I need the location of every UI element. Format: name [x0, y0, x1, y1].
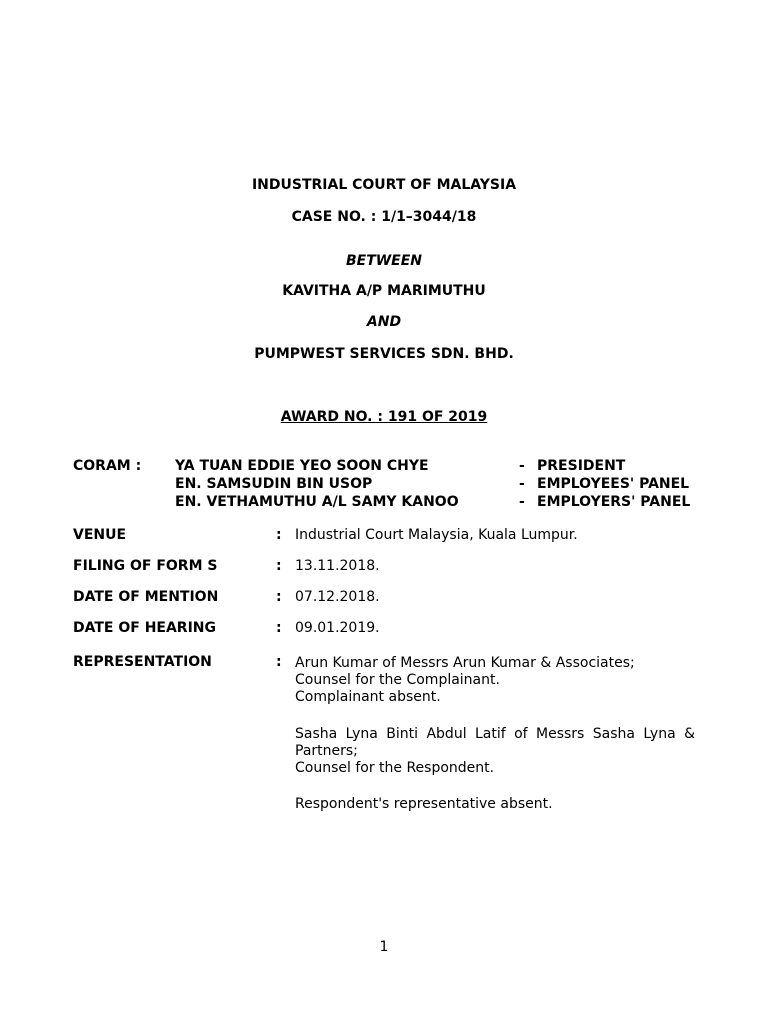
- colon: :: [276, 589, 282, 605]
- coram-dash: -: [519, 476, 525, 492]
- coram-member-name: EN. VETHAMUTHU A/L SAMY KANOO: [175, 494, 459, 510]
- colon: :: [276, 558, 282, 574]
- venue-label: VENUE: [73, 527, 127, 543]
- representation-paragraph: Sasha Lyna Binti Abdul Latif of Messrs Sasha Lyna & Partners;: [295, 726, 695, 759]
- hearing-label: DATE OF HEARING: [73, 620, 217, 636]
- representation-line: Arun Kumar of Messrs Arun Kumar & Associates;: [295, 655, 635, 671]
- coram-dash: -: [519, 494, 525, 510]
- coram-member-name: YA TUAN EDDIE YEO SOON CHYE: [175, 458, 429, 474]
- representation-respondent: [295, 726, 695, 777]
- hearing-value: 09.01.2019.: [295, 620, 380, 636]
- court-title: INDUSTRIAL COURT OF MALAYSIA: [251, 177, 517, 193]
- coram-member-role: PRESIDENT: [537, 458, 626, 474]
- colon: :: [276, 654, 282, 670]
- representation-absent: [295, 796, 695, 813]
- coram-member-name: EN. SAMSUDIN BIN USOP: [175, 476, 373, 492]
- representation-label: REPRESENTATION: [73, 654, 212, 670]
- filing-value: 13.11.2018.: [295, 558, 380, 574]
- filing-label: FILING OF FORM S: [73, 558, 218, 574]
- mention-label: DATE OF MENTION: [73, 589, 219, 605]
- representation-line: Counsel for the Respondent.: [295, 760, 495, 776]
- representation-line: Complainant absent.: [295, 689, 441, 705]
- coram-member-role: EMPLOYEES' PANEL: [537, 476, 690, 492]
- and-label: AND: [366, 314, 402, 330]
- representation-line: Respondent's representative absent.: [295, 796, 553, 812]
- coram-label: CORAM :: [73, 458, 142, 474]
- page-number: 1: [379, 939, 389, 955]
- award-number: AWARD NO. : 191 OF 2019: [280, 409, 488, 425]
- case-number: CASE NO. : 1/1–3044/18: [291, 209, 477, 225]
- venue-value: Industrial Court Malaysia, Kuala Lumpur.: [295, 527, 578, 543]
- representation-complainant: [295, 655, 695, 706]
- coram-dash: -: [519, 458, 525, 474]
- award-number-wrap: [0, 409, 768, 425]
- colon: :: [276, 527, 282, 543]
- mention-value: 07.12.2018.: [295, 589, 380, 605]
- between-label: BETWEEN: [345, 253, 423, 269]
- party-respondent: PUMPWEST SERVICES SDN. BHD.: [254, 346, 514, 362]
- coram-member-role: EMPLOYERS' PANEL: [537, 494, 691, 510]
- representation-line: Counsel for the Complainant.: [295, 672, 500, 688]
- party-complainant: KAVITHA A/P MARIMUTHU: [282, 283, 486, 299]
- colon: :: [276, 620, 282, 636]
